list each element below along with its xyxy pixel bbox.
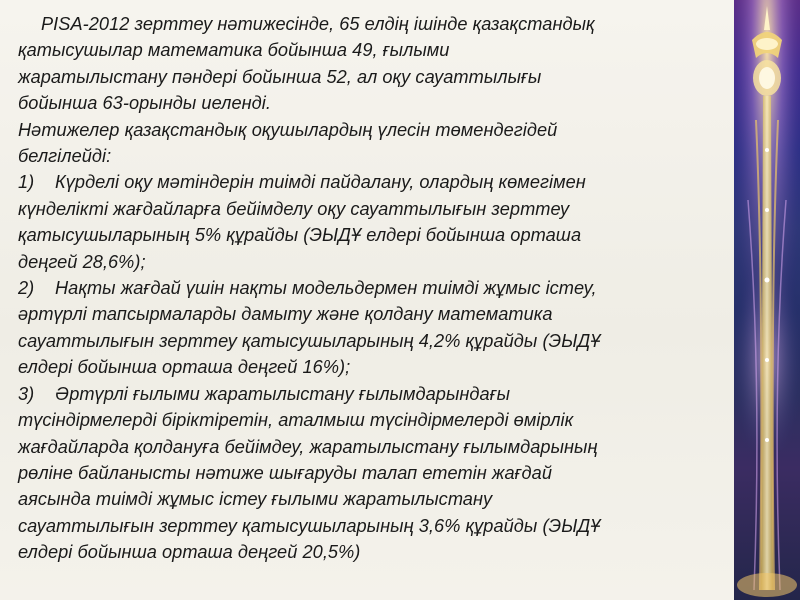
list-item-text: Нақты жағдай үшін нақты модельдермен тиімді жұмыс істеу, <box>55 278 597 299</box>
intro-line: қатысушылар математика бойынша 49, ғылыми <box>18 40 450 61</box>
list-item-3-line: сауаттылығын зерттеу қатысушыларының 3,6% құрайды (ЭЫДҰ <box>18 515 601 536</box>
list-item-1-line: күнделікті жағдайларға бейімделу оқу сауаттылығын зерттеу <box>18 198 570 219</box>
list-item-3-line: жағдайларда қолдануға бейімдеу, жаратылыстану ғылымдарының <box>18 436 598 457</box>
results-line: Нәтижелер қазақстандық оқушылардың үлесін төмендегідей <box>18 119 558 140</box>
list-number: 1) <box>18 172 35 193</box>
list-number: 2) <box>18 278 35 299</box>
list-item-2-line <box>18 275 726 301</box>
results-line: белгілейді: <box>18 146 112 167</box>
list-item-2-line: сауаттылығын зерттеу қатысушыларының 4,2% құрайды (ЭЫДҰ <box>18 330 601 351</box>
list-item-2-line: әртүрлі тапсырмаларды дамыту және қолдану математика <box>18 304 553 325</box>
list-item-3-line: рөліне байланысты нәтиже шығаруды талап ететін жағдай <box>18 462 552 483</box>
tower-photo <box>734 0 800 600</box>
list-item-2-line: елдері бойынша орташа деңгей 16%); <box>18 357 351 378</box>
list-item-3-line: елдері бойынша орташа деңгей 20,5%) <box>18 542 361 563</box>
list-item-3-line <box>18 381 726 407</box>
list-item-1-line <box>18 169 726 195</box>
list-item-1-line: қатысушыларының 5% құрайды (ЭЫДҰ елдері бойынша орташа <box>18 225 582 246</box>
list-item-3-line: аясында тиімді жұмыс істеу ғылыми жаратылыстану <box>18 489 493 510</box>
intro-line: бойынша 63-орынды иеленді. <box>18 93 271 114</box>
article-text <box>18 11 726 566</box>
list-item-1-line: деңгей 28,6%); <box>18 251 146 272</box>
list-number: 3) <box>18 383 35 404</box>
list-item-text: Күрделі оқу мәтіндерін тиімді пайдалану, олардың көмегімен <box>55 172 586 193</box>
intro-line: PISA-2012 зерттеу нәтижесінде, 65 елдің ішінде қазақстандық <box>41 14 595 34</box>
intro-line: жаратылыстану пәндері бойынша 52, ал оқу сауаттылығы <box>18 66 542 87</box>
list-item-text: Әртүрлі ғылыми жаратылыстану ғылымдарындағы <box>55 383 511 404</box>
list-item-3-line: түсіндірмелерді біріктіретін, аталмыш түсіндірмелерді өмірлік <box>18 410 574 431</box>
